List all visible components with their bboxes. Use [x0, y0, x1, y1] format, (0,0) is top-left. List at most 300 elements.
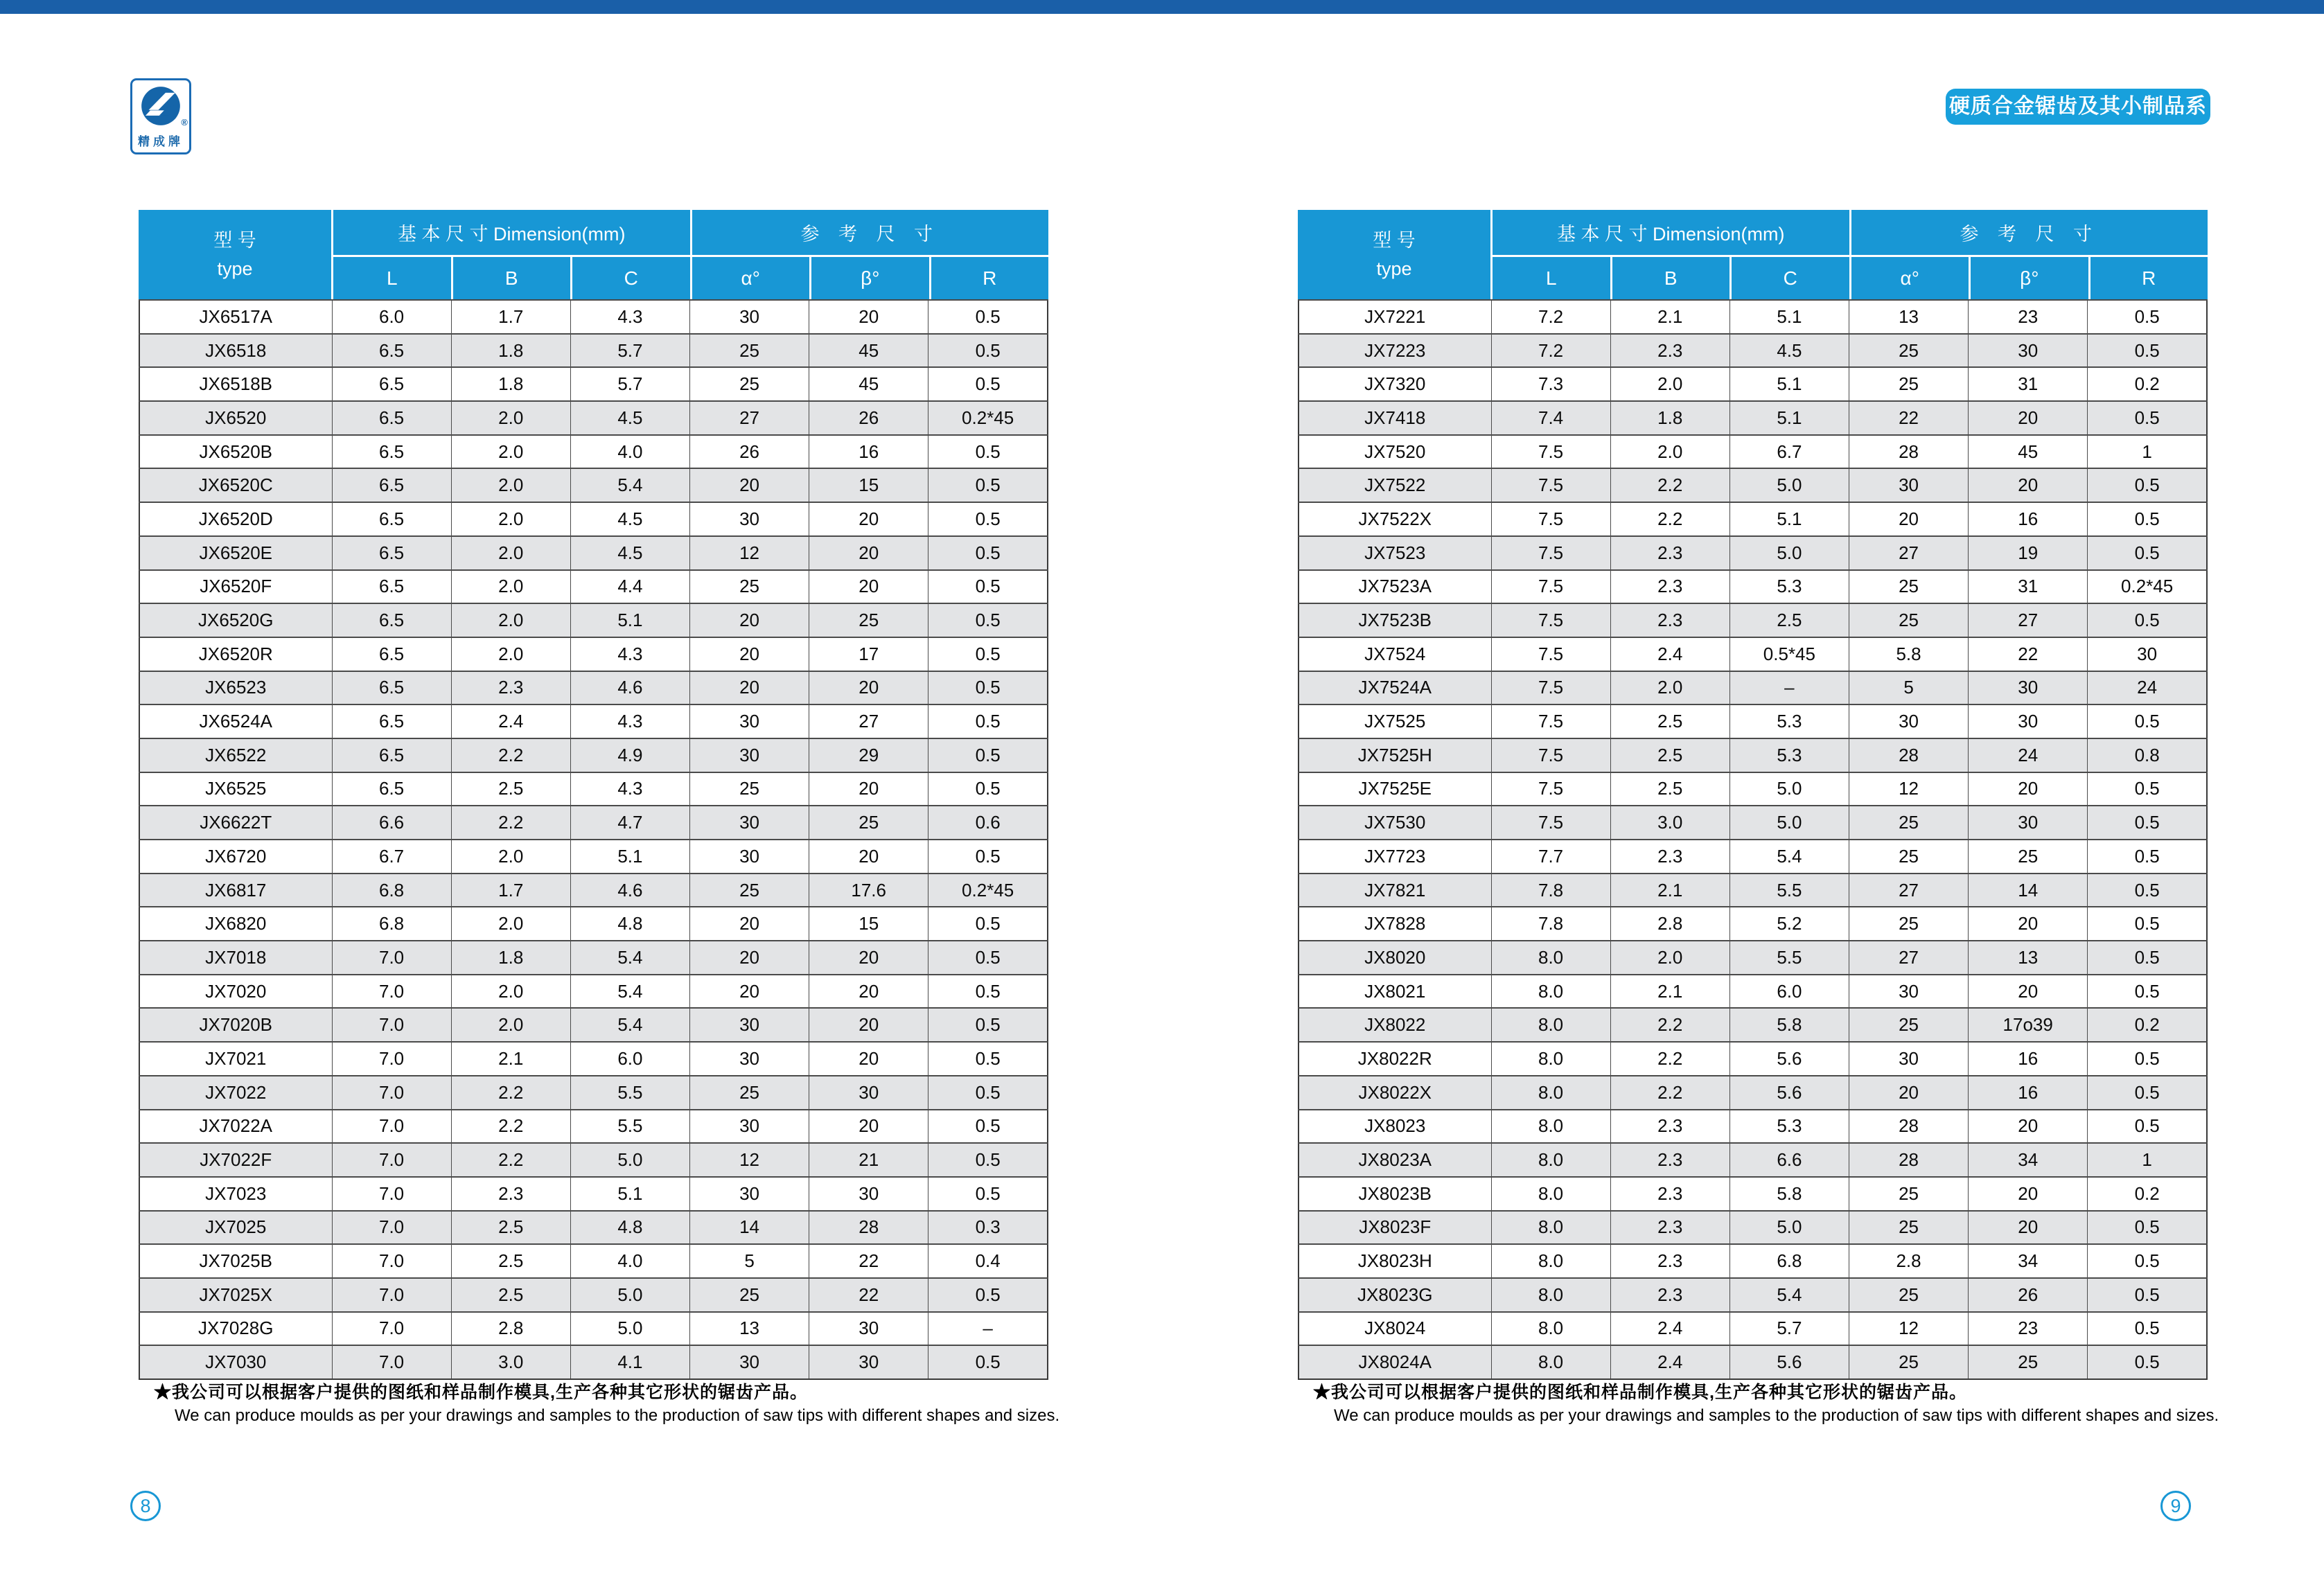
table-row	[139, 1110, 1048, 1144]
table-row	[1299, 536, 2207, 570]
value-cell: 25	[1849, 334, 1968, 368]
model-cell: JX8023H	[1299, 1244, 1491, 1278]
value-cell: 0.5	[928, 1345, 1048, 1379]
value-cell: 2.2	[451, 738, 570, 772]
value-cell: 16	[1969, 1042, 2088, 1076]
value-cell: 6.5	[332, 671, 451, 705]
model-cell: JX6820	[139, 907, 332, 941]
value-cell: 5.6	[1729, 1345, 1849, 1379]
value-cell: 0.5	[2088, 502, 2207, 536]
value-cell: 28	[809, 1211, 928, 1245]
value-cell: 0.5	[928, 468, 1048, 502]
left-spec-table	[139, 210, 1048, 1380]
value-cell: 30	[689, 806, 809, 840]
value-cell: 6.0	[570, 1042, 689, 1076]
table-row	[1299, 603, 2207, 637]
value-cell: 27	[689, 401, 809, 435]
value-cell: 5.0	[1729, 772, 1849, 806]
value-cell: 6.5	[332, 334, 451, 368]
model-cell: JX8024A	[1299, 1345, 1491, 1379]
header-col-B: B	[451, 255, 571, 299]
value-cell: 22	[809, 1278, 928, 1312]
table-row	[139, 637, 1048, 671]
table-row	[1299, 300, 2207, 334]
value-cell: 7.3	[1491, 367, 1610, 401]
header-col-L: L	[331, 255, 451, 299]
value-cell: 0.5	[2088, 1076, 2207, 1110]
table-row	[139, 738, 1048, 772]
value-cell: 8.0	[1491, 1211, 1610, 1245]
value-cell: 0.5	[2088, 603, 2207, 637]
value-cell: 30	[809, 1312, 928, 1346]
value-cell: 7.0	[332, 1177, 451, 1211]
table-row	[139, 1244, 1048, 1278]
right-footnote	[1313, 1378, 2242, 1426]
header-type-en: type	[1376, 258, 1412, 279]
value-cell: 7.5	[1491, 671, 1610, 705]
value-cell: 25	[1849, 1345, 1968, 1379]
value-cell: 25	[809, 806, 928, 840]
table-row	[1299, 772, 2207, 806]
model-cell: JX7525	[1299, 704, 1491, 738]
value-cell: 2.1	[1610, 975, 1729, 1009]
table-row	[139, 468, 1048, 502]
model-cell: JX7025X	[139, 1278, 332, 1312]
model-cell: JX8022R	[1299, 1042, 1491, 1076]
value-cell: 25	[689, 334, 809, 368]
value-cell: 5.1	[1729, 401, 1849, 435]
value-cell: 0.3	[928, 1211, 1048, 1245]
value-cell: 7.5	[1491, 536, 1610, 570]
value-cell: 27	[809, 704, 928, 738]
table-row	[1299, 840, 2207, 874]
value-cell: 30	[689, 840, 809, 874]
value-cell: 25	[1849, 907, 1968, 941]
value-cell: 25	[689, 570, 809, 604]
value-cell: 2.3	[1610, 1211, 1729, 1245]
value-cell: 27	[1849, 874, 1968, 907]
value-cell: 0.5	[928, 1143, 1048, 1177]
value-cell: 5.4	[570, 468, 689, 502]
value-cell: 5.1	[1729, 502, 1849, 536]
value-cell: 20	[1849, 502, 1968, 536]
value-cell: 15	[809, 468, 928, 502]
value-cell: 34	[1969, 1143, 2088, 1177]
header-col-beta: β°	[1969, 255, 2088, 299]
value-cell: 29	[809, 738, 928, 772]
value-cell: 2.0	[1610, 941, 1729, 975]
value-cell: 4.3	[570, 704, 689, 738]
header-col-L: L	[1490, 255, 1610, 299]
table-row	[1299, 637, 2207, 671]
value-cell: 20	[809, 671, 928, 705]
value-cell: 20	[1969, 907, 2088, 941]
value-cell: 5.7	[570, 367, 689, 401]
value-cell: 17o39	[1969, 1008, 2088, 1042]
table-row	[139, 1345, 1048, 1379]
value-cell: 6.5	[332, 468, 451, 502]
header-type	[1298, 210, 1490, 299]
table-row	[1299, 806, 2207, 840]
value-cell: 2.0	[451, 840, 570, 874]
value-cell: 0.5	[2088, 334, 2207, 368]
value-cell: 0.5	[928, 840, 1048, 874]
value-cell: 0.5	[2088, 1042, 2207, 1076]
model-cell: JX7523A	[1299, 570, 1491, 604]
table-row	[1299, 502, 2207, 536]
table-row	[1299, 1312, 2207, 1346]
value-cell: 20	[809, 975, 928, 1009]
value-cell: 1	[2088, 1143, 2207, 1177]
value-cell: 6.5	[332, 772, 451, 806]
value-cell: 20	[689, 671, 809, 705]
value-cell: 25	[1969, 840, 2088, 874]
value-cell: 5.4	[570, 1008, 689, 1042]
value-cell: 0.5	[2088, 704, 2207, 738]
model-cell: JX7723	[1299, 840, 1491, 874]
value-cell: 5.0	[570, 1278, 689, 1312]
header-col-C: C	[1729, 255, 1849, 299]
table-row	[139, 435, 1048, 469]
value-cell: 30	[1969, 671, 2088, 705]
value-cell: 7.0	[332, 1345, 451, 1379]
footnote-zh: ★我公司可以根据客户提供的图纸和样品制作模具,生产各种其它形状的锯齿产品。	[1313, 1383, 1967, 1402]
table-row	[1299, 1110, 2207, 1144]
value-cell: 7.0	[332, 1312, 451, 1346]
value-cell: 2.4	[1610, 637, 1729, 671]
model-cell: JX8023B	[1299, 1177, 1491, 1211]
value-cell: 20	[809, 1008, 928, 1042]
value-cell: 5.7	[1729, 1312, 1849, 1346]
brand-name: 精成牌	[138, 135, 184, 148]
value-cell: 4.3	[570, 772, 689, 806]
value-cell: 25	[809, 603, 928, 637]
value-cell: 6.6	[1729, 1143, 1849, 1177]
value-cell: 20	[809, 941, 928, 975]
value-cell: 0.5	[2088, 1278, 2207, 1312]
value-cell: 0.5	[928, 1278, 1048, 1312]
header-col-R: R	[2088, 255, 2208, 299]
value-cell: 4.8	[570, 907, 689, 941]
table-row	[139, 401, 1048, 435]
value-cell: 28	[1849, 435, 1968, 469]
table-row	[1299, 435, 2207, 469]
value-cell: 2.0	[451, 502, 570, 536]
value-cell: 3.0	[1610, 806, 1729, 840]
table-row	[1299, 570, 2207, 604]
table-row	[139, 840, 1048, 874]
value-cell: 31	[1969, 570, 2088, 604]
value-cell: 7.5	[1491, 435, 1610, 469]
table-row	[139, 367, 1048, 401]
value-cell: 17.6	[809, 874, 928, 907]
value-cell: 5.3	[1729, 570, 1849, 604]
value-cell: 20	[1969, 1177, 2088, 1211]
value-cell: 30	[689, 1345, 809, 1379]
model-cell: JX7020B	[139, 1008, 332, 1042]
value-cell: 8.0	[1491, 1008, 1610, 1042]
value-cell: 6.5	[332, 435, 451, 469]
table-row	[139, 570, 1048, 604]
model-cell: JX6520G	[139, 603, 332, 637]
value-cell: 0.2	[2088, 1177, 2207, 1211]
model-cell: JX7022F	[139, 1143, 332, 1177]
value-cell: 0.5	[928, 772, 1048, 806]
model-cell: JX7522	[1299, 468, 1491, 502]
value-cell: 7.5	[1491, 637, 1610, 671]
value-cell: 5.5	[1729, 941, 1849, 975]
table-row	[1299, 334, 2207, 368]
value-cell: 25	[1849, 603, 1968, 637]
table-row	[139, 704, 1048, 738]
value-cell: 30	[809, 1177, 928, 1211]
value-cell: 4.3	[570, 300, 689, 334]
value-cell: 0.5	[928, 334, 1048, 368]
value-cell: 2.0	[451, 907, 570, 941]
header-type-zh: 型 号	[1373, 230, 1416, 251]
value-cell: 7.0	[332, 1076, 451, 1110]
value-cell: 5.0	[1729, 468, 1849, 502]
value-cell: 7.8	[1491, 874, 1610, 907]
value-cell: 0.5	[928, 300, 1048, 334]
value-cell: 2.4	[1610, 1345, 1729, 1379]
value-cell: 2.3	[1610, 1278, 1729, 1312]
registered-trademark-icon: ®	[181, 117, 188, 127]
value-cell: 2.0	[1610, 435, 1729, 469]
value-cell: 4.5	[570, 502, 689, 536]
footnote-en: We can produce moulds as per your drawings and samples to the production of saw tips with different shapes and sizes.	[175, 1406, 1060, 1425]
series-badge: 硬质合金锯齿及其小制品系列	[1946, 89, 2210, 125]
value-cell: 0.2	[2088, 1008, 2207, 1042]
value-cell: 20	[809, 570, 928, 604]
value-cell: 2.5	[451, 1244, 570, 1278]
value-cell: 30	[689, 1110, 809, 1144]
value-cell: 20	[689, 637, 809, 671]
value-cell: 7.0	[332, 941, 451, 975]
value-cell: 4.1	[570, 1345, 689, 1379]
value-cell: 2.5	[451, 1278, 570, 1312]
value-cell: 30	[689, 502, 809, 536]
value-cell: 0.5	[2088, 840, 2207, 874]
model-cell: JX7530	[1299, 806, 1491, 840]
page-number-right: 9	[2160, 1491, 2191, 1521]
value-cell: 6.5	[332, 637, 451, 671]
model-cell: JX7828	[1299, 907, 1491, 941]
value-cell: 6.5	[332, 536, 451, 570]
value-cell: 22	[1969, 637, 2088, 671]
value-cell: 2.3	[451, 1177, 570, 1211]
left-table-header	[139, 210, 1048, 299]
value-cell: 45	[809, 367, 928, 401]
value-cell: 12	[689, 1143, 809, 1177]
value-cell: 0.5	[928, 1076, 1048, 1110]
value-cell: 23	[1969, 1312, 2088, 1346]
value-cell: 6.5	[332, 367, 451, 401]
value-cell: 4.6	[570, 874, 689, 907]
value-cell: 20	[1969, 1211, 2088, 1245]
value-cell: 30	[809, 1345, 928, 1379]
value-cell: 2.3	[1610, 1143, 1729, 1177]
table-row	[139, 1211, 1048, 1245]
value-cell: 26	[809, 401, 928, 435]
value-cell: 25	[1849, 367, 1968, 401]
value-cell: 7.0	[332, 975, 451, 1009]
header-type	[139, 210, 331, 299]
value-cell: 24	[2088, 671, 2207, 705]
value-cell: 8.0	[1491, 1143, 1610, 1177]
value-cell: 5.2	[1729, 907, 1849, 941]
value-cell: 2.1	[1610, 874, 1729, 907]
table-row	[1299, 1008, 2207, 1042]
value-cell: 1.8	[451, 941, 570, 975]
table-row	[1299, 1345, 2207, 1379]
value-cell: 0.5	[928, 704, 1048, 738]
value-cell: 20	[689, 975, 809, 1009]
model-cell: JX6520C	[139, 468, 332, 502]
model-cell: JX7418	[1299, 401, 1491, 435]
value-cell: 2.0	[451, 975, 570, 1009]
value-cell: 0.6	[928, 806, 1048, 840]
value-cell: 2.0	[451, 435, 570, 469]
value-cell: 2.0	[451, 637, 570, 671]
value-cell: 6.5	[332, 704, 451, 738]
value-cell: 5	[1849, 671, 1968, 705]
value-cell: 5.5	[1729, 874, 1849, 907]
value-cell: 5.1	[570, 1177, 689, 1211]
model-cell: JX7524	[1299, 637, 1491, 671]
value-cell: 2.5	[451, 772, 570, 806]
model-cell: JX7223	[1299, 334, 1491, 368]
value-cell: 2.5	[1610, 772, 1729, 806]
table-row	[1299, 1076, 2207, 1110]
value-cell: 20	[689, 468, 809, 502]
value-cell: 30	[1969, 334, 2088, 368]
value-cell: 5.0	[1729, 536, 1849, 570]
value-cell: 7.5	[1491, 468, 1610, 502]
model-cell: JX8023	[1299, 1110, 1491, 1144]
value-cell: 20	[1969, 401, 2088, 435]
model-cell: JX6520E	[139, 536, 332, 570]
model-cell: JX7520	[1299, 435, 1491, 469]
value-cell: 6.5	[332, 603, 451, 637]
value-cell: 8.0	[1491, 1177, 1610, 1211]
model-cell: JX7025B	[139, 1244, 332, 1278]
value-cell: 0.2*45	[2088, 570, 2207, 604]
value-cell: 28	[1849, 738, 1968, 772]
header-col-B: B	[1610, 255, 1730, 299]
table-row	[139, 1042, 1048, 1076]
value-cell: 0.5	[928, 975, 1048, 1009]
table-row	[139, 1008, 1048, 1042]
value-cell: 0.5	[2088, 1312, 2207, 1346]
value-cell: 30	[689, 1177, 809, 1211]
value-cell: 5.0	[1729, 1211, 1849, 1245]
value-cell: 2.3	[1610, 840, 1729, 874]
value-cell: 2.8	[1849, 1244, 1968, 1278]
value-cell: 5.5	[570, 1110, 689, 1144]
table-row	[139, 1312, 1048, 1346]
value-cell: 16	[1969, 502, 2088, 536]
value-cell: 7.5	[1491, 738, 1610, 772]
value-cell: 0.5	[928, 603, 1048, 637]
value-cell: 5.1	[1729, 300, 1849, 334]
model-cell: JX7028G	[139, 1312, 332, 1346]
header-col-alpha: α°	[1849, 255, 1969, 299]
table-row	[1299, 1177, 2207, 1211]
value-cell: 0.5	[2088, 536, 2207, 570]
table-row	[1299, 1278, 2207, 1312]
value-cell: 0.5	[928, 435, 1048, 469]
value-cell: 30	[1969, 806, 2088, 840]
model-cell: JX7022A	[139, 1110, 332, 1144]
model-cell: JX7021	[139, 1042, 332, 1076]
value-cell: 0.5	[928, 1008, 1048, 1042]
value-cell: 1.8	[451, 334, 570, 368]
model-cell: JX6520F	[139, 570, 332, 604]
value-cell: 13	[1849, 300, 1968, 334]
value-cell: 4.5	[570, 536, 689, 570]
value-cell: 27	[1849, 941, 1968, 975]
value-cell: 8.0	[1491, 1244, 1610, 1278]
model-cell: JX8022X	[1299, 1076, 1491, 1110]
value-cell: 25	[1849, 570, 1968, 604]
value-cell: 0.5	[2088, 806, 2207, 840]
value-cell: 27	[1849, 536, 1968, 570]
value-cell: 7.7	[1491, 840, 1610, 874]
table-row	[139, 671, 1048, 705]
value-cell: 2.3	[451, 671, 570, 705]
value-cell: 1	[2088, 435, 2207, 469]
value-cell: 5.1	[570, 603, 689, 637]
value-cell: 0.5*45	[1729, 637, 1849, 671]
model-cell: JX8024	[1299, 1312, 1491, 1346]
value-cell: 0.5	[2088, 1110, 2207, 1144]
value-cell: 6.8	[332, 907, 451, 941]
value-cell: 22	[809, 1244, 928, 1278]
value-cell: 28	[1849, 1143, 1968, 1177]
value-cell: 2.0	[1610, 367, 1729, 401]
value-cell: 14	[1969, 874, 2088, 907]
value-cell: 0.5	[928, 738, 1048, 772]
value-cell: 0.5	[2088, 1345, 2207, 1379]
header-col-R: R	[929, 255, 1049, 299]
value-cell: 2.3	[1610, 536, 1729, 570]
value-cell: 8.0	[1491, 1312, 1610, 1346]
value-cell: 4.5	[1729, 334, 1849, 368]
table-row	[139, 941, 1048, 975]
value-cell: 6.7	[332, 840, 451, 874]
value-cell: 0.5	[2088, 1244, 2207, 1278]
value-cell: 2.0	[1610, 671, 1729, 705]
value-cell: 30	[1849, 468, 1968, 502]
value-cell: 2.8	[1610, 907, 1729, 941]
value-cell: 6.8	[1729, 1244, 1849, 1278]
model-cell: JX6720	[139, 840, 332, 874]
value-cell: 2.3	[1610, 570, 1729, 604]
value-cell: 16	[809, 435, 928, 469]
value-cell: 0.2*45	[928, 874, 1048, 907]
value-cell: 8.0	[1491, 941, 1610, 975]
value-cell: 4.6	[570, 671, 689, 705]
value-cell: 6.5	[332, 738, 451, 772]
value-cell: 4.0	[570, 1244, 689, 1278]
table-row	[139, 603, 1048, 637]
model-cell: JX8020	[1299, 941, 1491, 975]
value-cell: 0.5	[928, 1042, 1048, 1076]
value-cell: 0.5	[928, 570, 1048, 604]
value-cell: 4.4	[570, 570, 689, 604]
value-cell: 12	[1849, 1312, 1968, 1346]
